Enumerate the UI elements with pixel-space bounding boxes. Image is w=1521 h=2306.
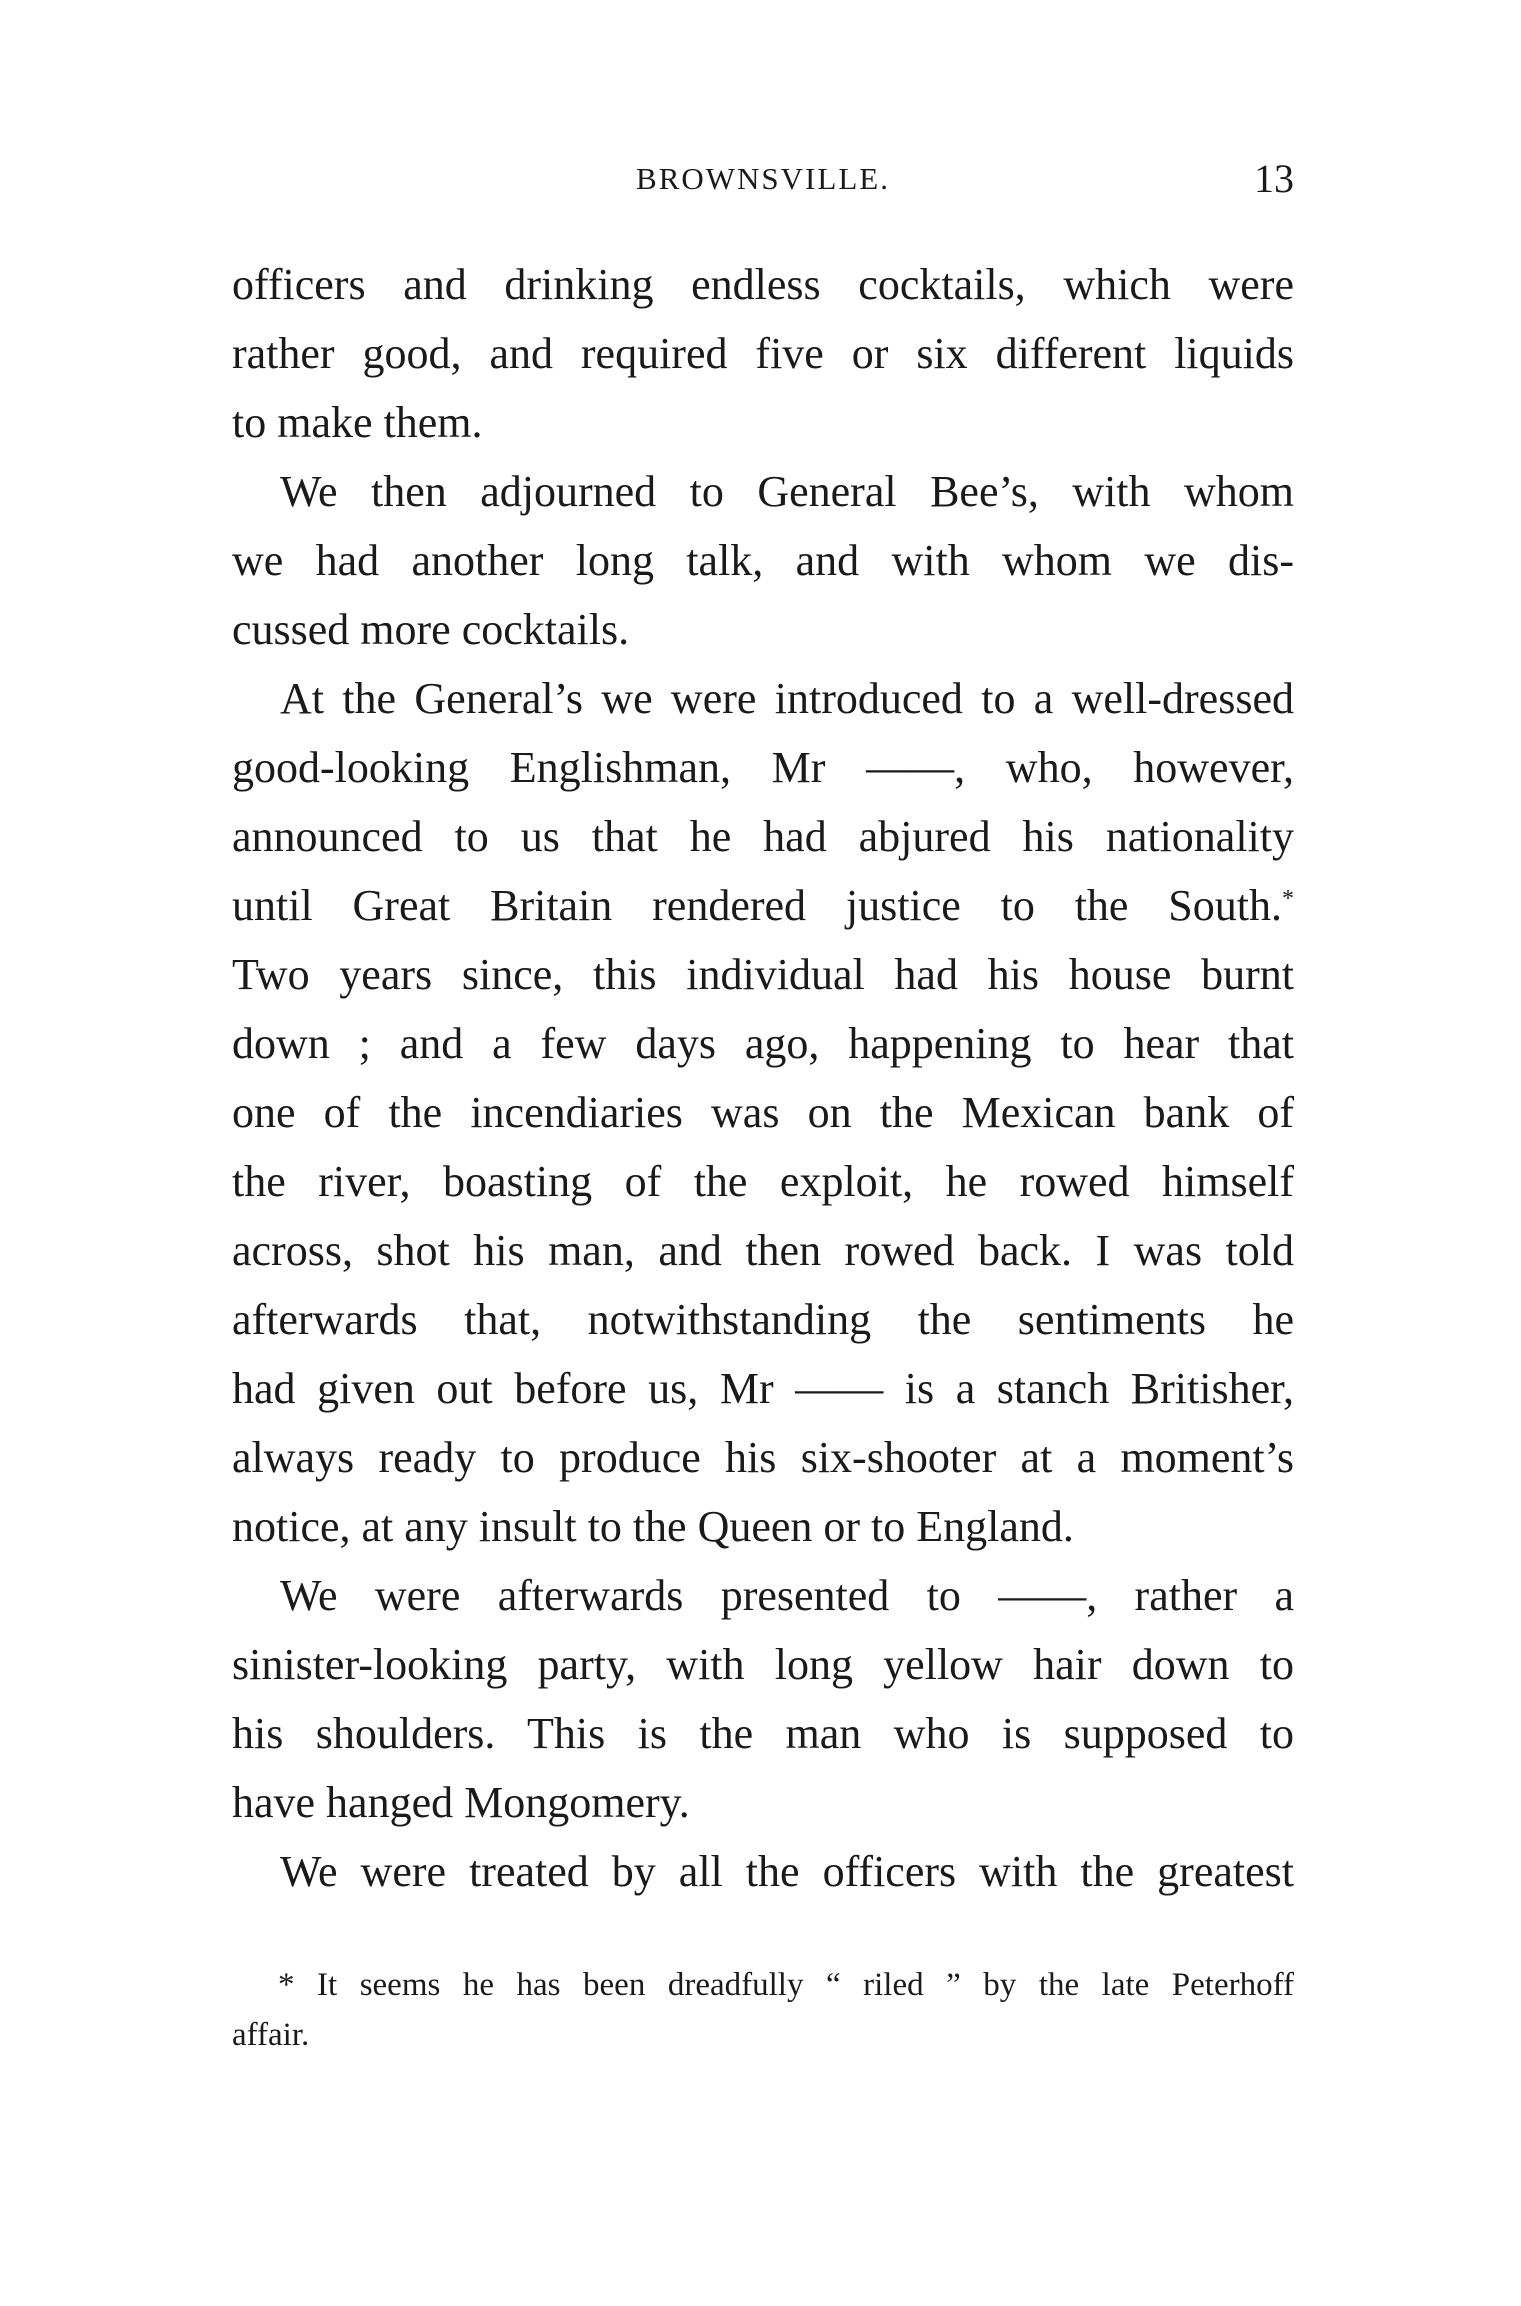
- text-line: across, shot his man, and then rowed back. I was told: [232, 1226, 1294, 1275]
- text-line: the river, boasting of the exploit, he rowed himself: [232, 1157, 1294, 1206]
- text-line: Two years since, this individual had his house burnt: [232, 950, 1294, 999]
- text-line: always ready to produce his six-shooter at a moment’s: [232, 1433, 1294, 1482]
- text-line: announced to us that he had abjured his nationality: [232, 812, 1294, 861]
- running-head: [232, 155, 1294, 205]
- text-line: We then adjourned to General Bee’s, with whom: [280, 467, 1294, 516]
- text-line: had given out before us, Mr —— is a stanch Britisher,: [232, 1364, 1294, 1413]
- text-line: his shoulders. This is the man who is supposed to: [232, 1709, 1294, 1758]
- footnote: [232, 1960, 1294, 2060]
- paragraph: [232, 457, 1294, 664]
- footnote-line: * It seems he has been dreadfully “ riled ” by the late Peterhoff: [278, 1967, 1294, 2003]
- text-line: officers and drinking endless cocktails, which were: [232, 260, 1294, 309]
- footnote-marker: *: [1282, 886, 1294, 912]
- text-line: afterwards that, notwithstanding the sentiments he: [232, 1295, 1294, 1344]
- body-text: [232, 250, 1294, 1906]
- footnote-line: affair.: [232, 2017, 310, 2053]
- paragraph: [232, 1837, 1294, 1906]
- text-line: sinister-looking party, with long yellow hair down to: [232, 1640, 1294, 1689]
- paragraph: [232, 250, 1294, 457]
- text-line: At the General’s we were introduced to a well-dressed: [280, 674, 1294, 723]
- text-line: We were treated by all the officers with the greatest: [280, 1847, 1294, 1896]
- text-line: good-looking Englishman, Mr ——, who, however,: [232, 743, 1294, 792]
- running-title: BROWNSVILLE.: [636, 161, 890, 196]
- text-line-content: until Great Britain rendered justice to the South.: [232, 881, 1282, 930]
- text-line: have hanged Mongomery.: [232, 1778, 690, 1827]
- text-line: we had another long talk, and with whom we dis-: [232, 536, 1294, 585]
- paragraph: [232, 664, 1294, 1561]
- paragraph: [232, 1561, 1294, 1837]
- text-line: notice, at any insult to the Queen or to England.: [232, 1502, 1074, 1551]
- text-line: cussed more cocktails.: [232, 605, 630, 654]
- text-line: to make them.: [232, 398, 483, 447]
- text-line: down ; and a few days ago, happening to hear that: [232, 1019, 1294, 1068]
- text-line: one of the incendiaries was on the Mexican bank of: [232, 1088, 1294, 1137]
- text-line: rather good, and required five or six different liquids: [232, 329, 1294, 378]
- page-number: 13: [1254, 156, 1294, 201]
- text-line: We were afterwards presented to ——, rather a: [280, 1571, 1294, 1620]
- text-line-with-note: [232, 871, 1294, 940]
